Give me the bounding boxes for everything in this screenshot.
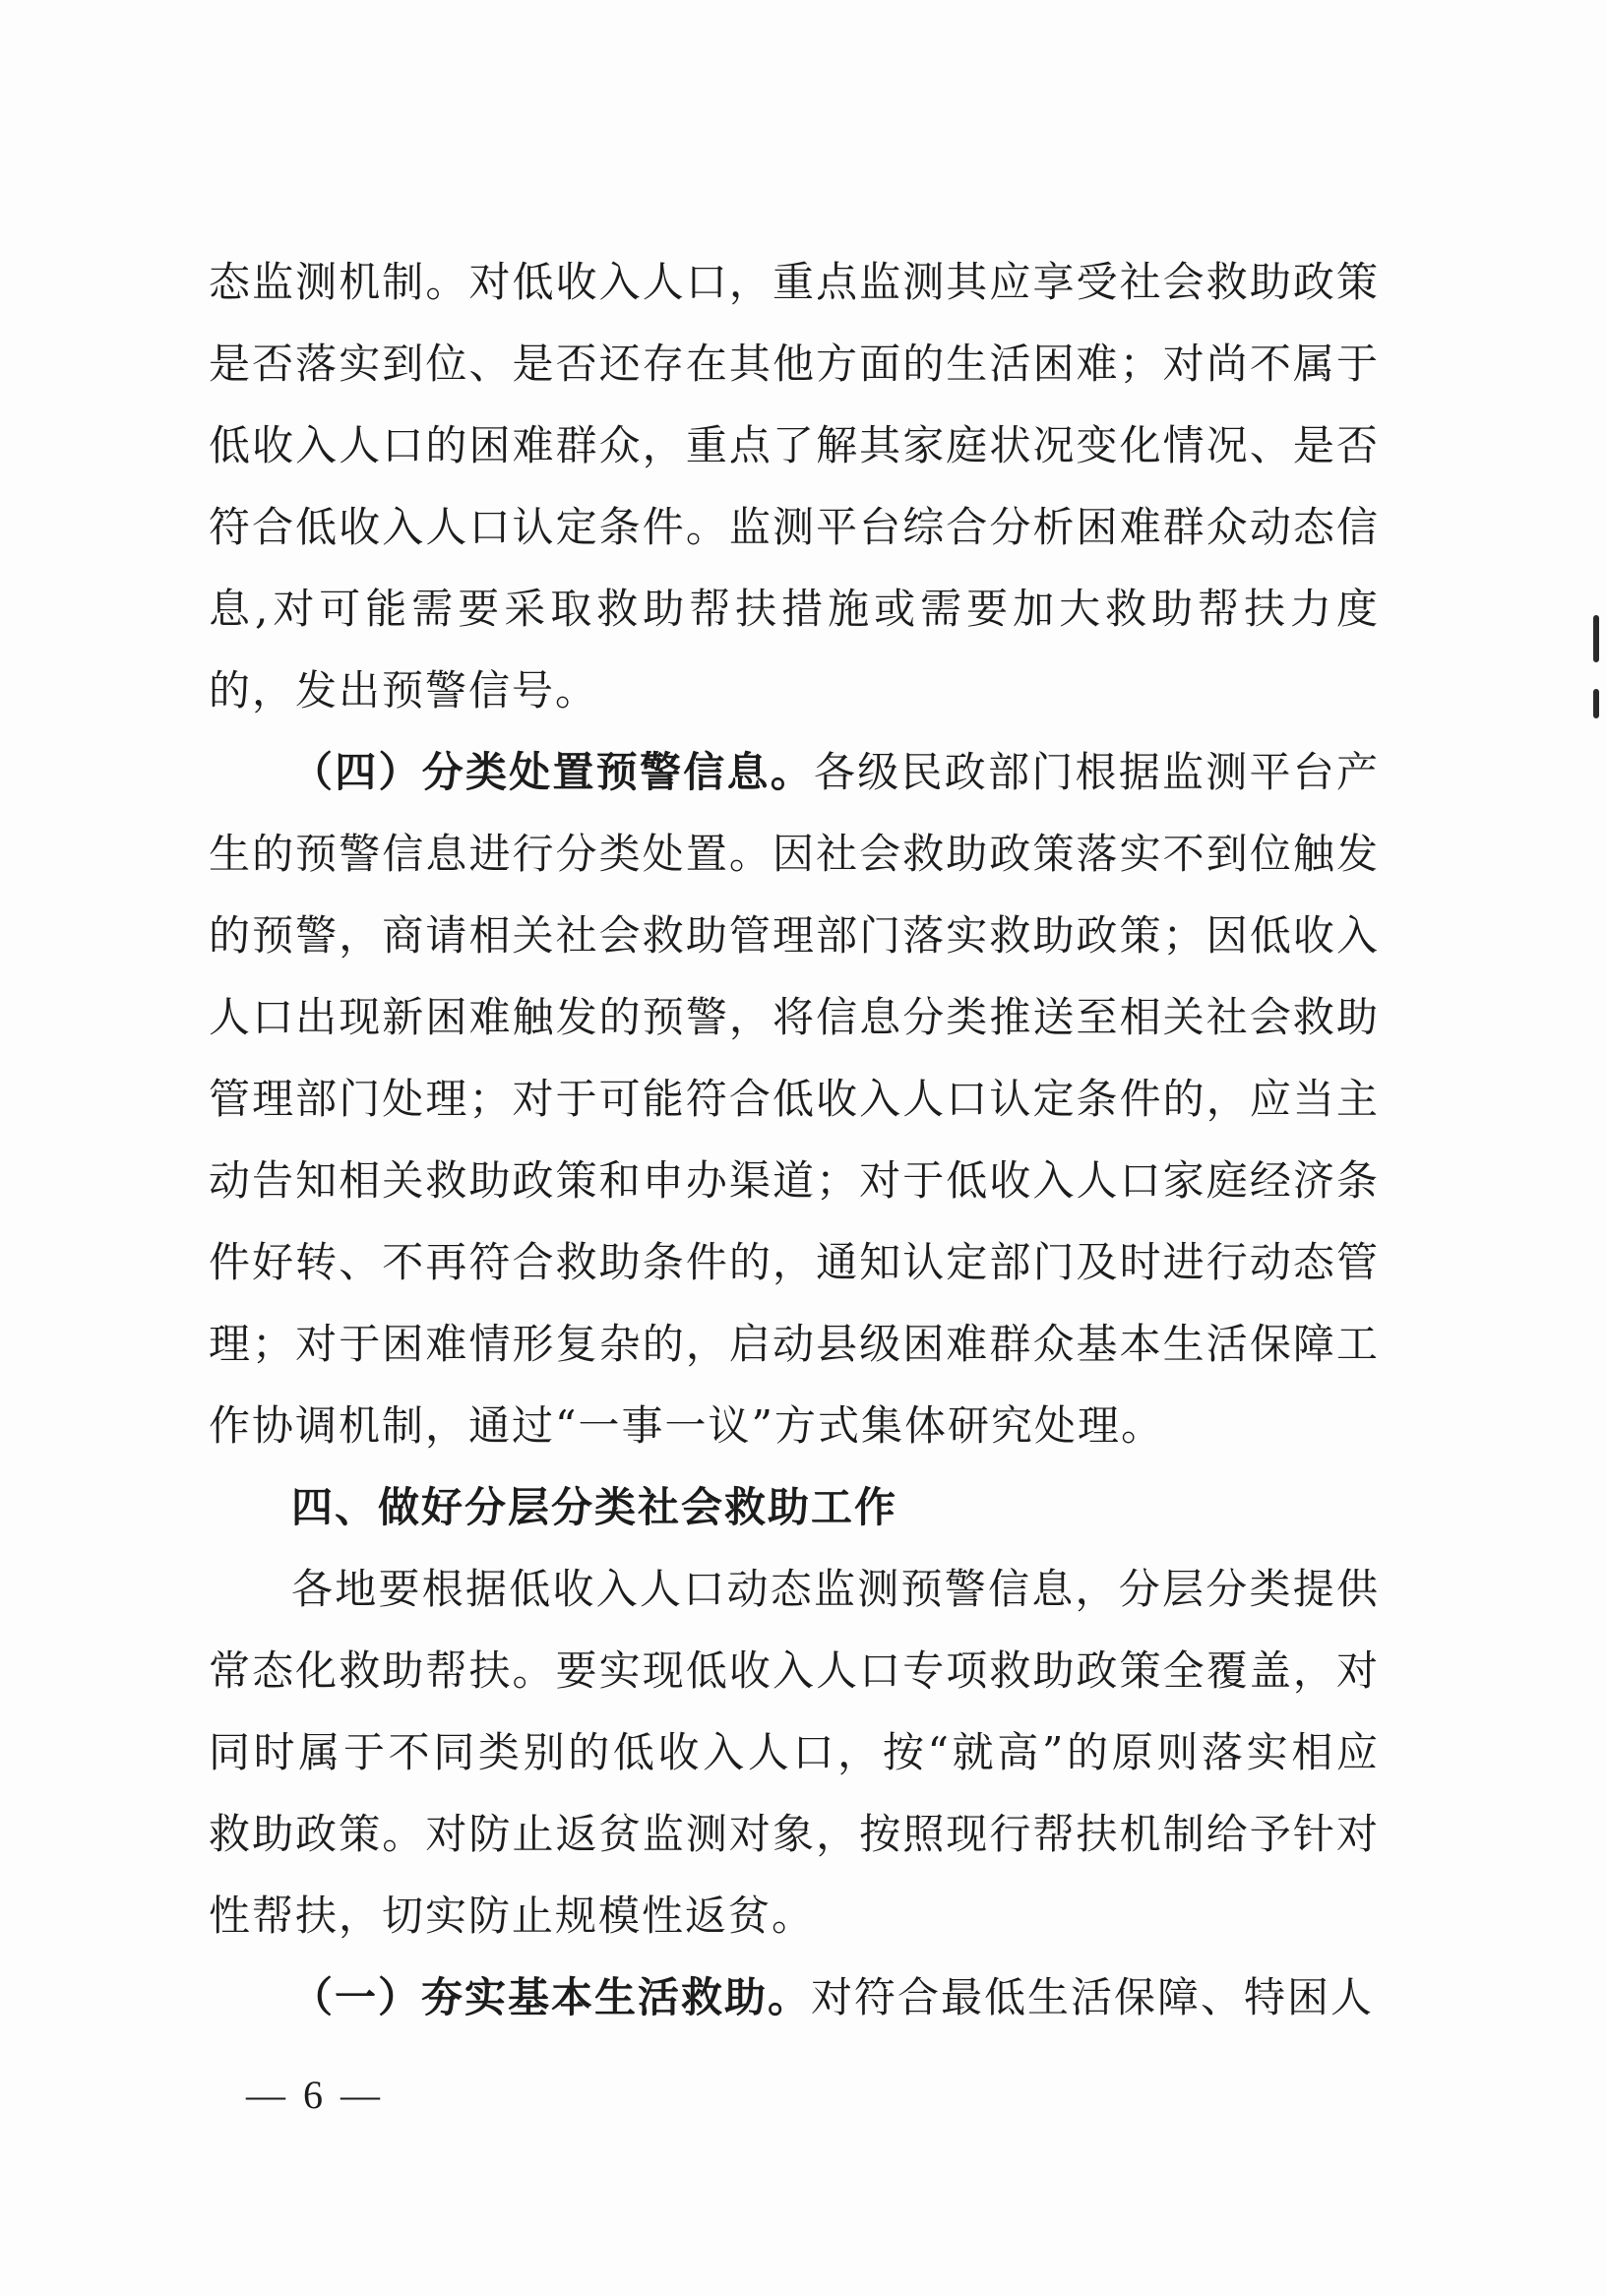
subsection-title-1: （一）夯实基本生活救助。 (291, 1973, 812, 2021)
section-heading-4: 四、做好分层分类社会救助工作 (291, 1483, 898, 1531)
paragraph-warning-handling-body: 各级民政部门根据监测平台产生的预警信息进行分类处置。因社会救助政策落实不到位触发的预警，商请相关社会救助管理部门落实救助政策；因低收入人口出现新困难触发的预警，将信息分类推送至相关社会救助管理部门处理；对于可能符合低收入人口认定条件的，应当主动告知相关救助政策和申办渠道；对于低收入人口家庭经济条件好转、不再符合救助条件的，通知认定部门及时进行动态管理；对于困难情形复杂的，启动县级困难群众基本生活保障工作协调机制，通过“一事一议”方式集体研究处理。 (209, 748, 1380, 1450)
paragraph-basic-living-assistance (209, 1956, 1380, 2038)
document-body (209, 241, 1380, 2038)
page-number: — 6 — (246, 2073, 384, 2117)
paragraph-warning-handling (209, 731, 1380, 1466)
paragraph-monitoring-mechanism: 态监测机制。对低收入人口，重点监测其应享受社会救助政策是否落实到位、是否还存在其他方面的生活困难；对尚不属于低收入人口的困难群众，重点了解其家庭状况变化情况、是否符合低收入人口认定条件。监测平台综合分析困难群众动态信息,对可能需要采取救助帮扶措施或需要加大救助帮扶力度的，发出预警信号。 (209, 258, 1380, 714)
scan-artifact-mark (1593, 689, 1599, 718)
paragraph-layered-assistance: 各地要根据低收入人口动态监测预警信息，分层分类提供常态化救助帮扶。要实现低收入人口专项救助政策全覆盖，对同时属于不同类别的低收入人口，按“就高”的原则落实相应救助政策。对防止返贫监测对象，按照现行帮扶机制给予针对性帮扶，切实防止规模性返贫。 (209, 1565, 1380, 1940)
paragraph-basic-living-assistance-body: 对符合最低生活保障、特困人 (811, 1973, 1375, 2021)
scan-artifact-mark (1593, 615, 1599, 662)
subsection-title-4: （四）分类处置预警信息。 (291, 748, 814, 796)
